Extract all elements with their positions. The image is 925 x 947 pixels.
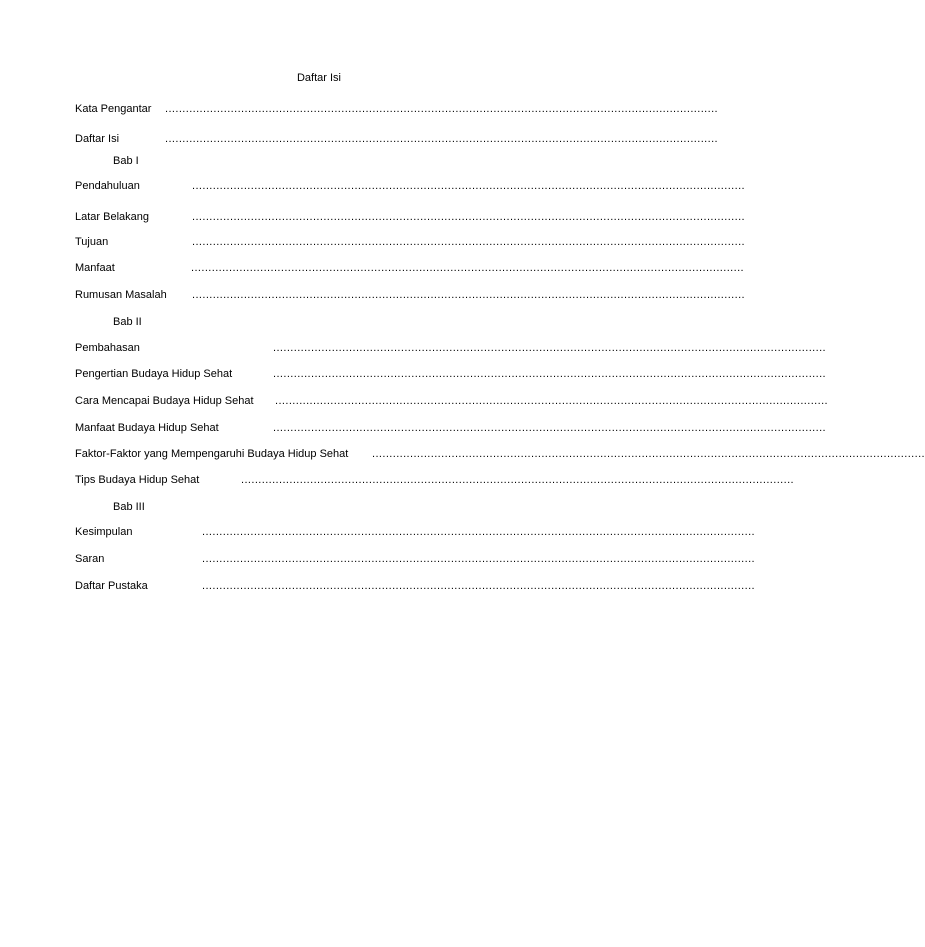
toc-leader-dots: ................................................................................................................................................................ (165, 133, 718, 145)
chapter-heading-bab-1: Bab I (113, 155, 139, 167)
toc-leader-dots: ................................................................................................................................................................ (192, 289, 745, 301)
toc-label: Tips Budaya Hidup Sehat (75, 474, 200, 486)
toc-leader-dots: ................................................................................................................................................................ (273, 422, 826, 434)
toc-leader-dots: ................................................................................................................................................................ (192, 236, 745, 248)
toc-label: Latar Belakang (75, 211, 149, 223)
toc-label: Pendahuluan (75, 180, 140, 192)
chapter-heading-bab-2: Bab II (113, 316, 142, 328)
toc-label: Kesimpulan (75, 526, 133, 538)
toc-label: Kata Pengantar (75, 103, 152, 115)
toc-leader-dots: ................................................................................................................................................................ (275, 395, 828, 407)
toc-label: Saran (75, 553, 105, 565)
toc-leader-dots: ................................................................................................................................................................ (241, 474, 794, 486)
toc-leader-dots: ................................................................................................................................................................ (273, 342, 826, 354)
toc-leader-dots: ................................................................................................................................................................ (372, 448, 925, 460)
toc-label: Tujuan (75, 236, 109, 248)
page-title: Daftar Isi (296, 72, 341, 84)
toc-label: Manfaat (75, 262, 115, 274)
toc-label: Daftar Pustaka (75, 580, 148, 592)
toc-label: Rumusan Masalah (75, 289, 167, 301)
toc-label: Daftar Isi (75, 133, 120, 145)
toc-label: Faktor-Faktor yang Mempengaruhi Budaya Hidup Sehat (75, 448, 349, 460)
toc-leader-dots: ................................................................................................................................................................ (202, 580, 755, 592)
chapter-heading-bab-3: Bab III (113, 501, 145, 513)
toc-label: Manfaat Budaya Hidup Sehat (75, 422, 219, 434)
toc-leader-dots: ................................................................................................................................................................ (192, 211, 745, 223)
toc-leader-dots: ................................................................................................................................................................ (202, 553, 755, 565)
toc-leader-dots: ................................................................................................................................................................ (191, 262, 744, 274)
toc-leader-dots: ................................................................................................................................................................ (165, 103, 718, 115)
toc-leader-dots: ................................................................................................................................................................ (273, 368, 826, 380)
toc-label: Pengertian Budaya Hidup Sehat (75, 368, 233, 380)
toc-leader-dots: ................................................................................................................................................................ (192, 180, 745, 192)
toc-leader-dots: ................................................................................................................................................................ (202, 526, 755, 538)
toc-label: Pembahasan (75, 342, 140, 354)
toc-label: Cara Mencapai Budaya Hidup Sehat (75, 395, 254, 407)
